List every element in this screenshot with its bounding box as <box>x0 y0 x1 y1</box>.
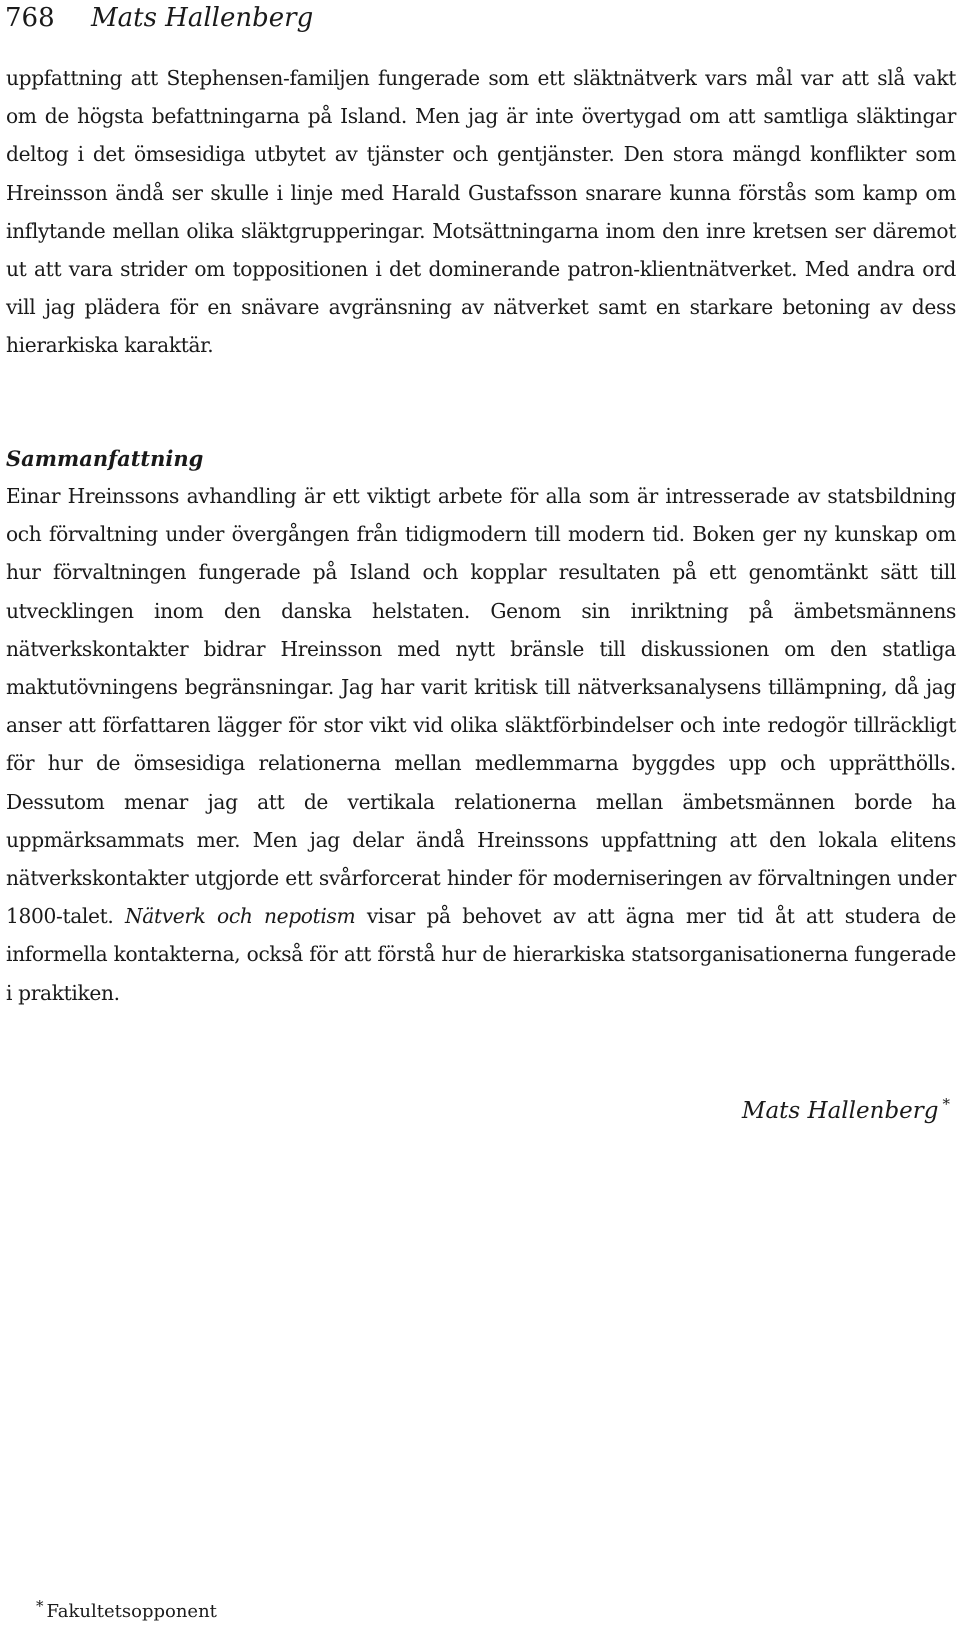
page-header <box>5 2 313 34</box>
summary-text-start: Einar Hreinssons avhandling är ett viktigt arbete för alla som är intresserade av statsbildning och förvaltning under övergången från tidigmodern till modern tid. Boken ger ny kunskap om hur förvaltningen fungerade på Island och kopplar resultaten på ett genomtänkt sätt till utvecklingen inom den danska helstaten. Genom sin inriktning på ämbetsmännens nätverkskontakter bidrar Hreinsson med nytt bränsle till diskussionen om den statliga maktutövningens begränsningar. Jag har varit kritisk till nätverksanalysens tillämpning, då jag anser att författaren lägger för stor vikt vid olika släktförbindelser och inte redogör tillräckligt för hur de ömsesidiga relationerna mellan medlemmarna byggdes upp och upprätthölls. Dessutom menar jag att de vertikala relationerna mellan ämbetsmännen borde ha uppmärksammats mer. Men jag delar ändå Hreinssons uppfattning att den lokala elitens nätverkskontakter utgjorde ett svårforcerat hinder för moderniseringen av förvaltningen under 1800-talet. <box>6 484 956 929</box>
summary-paragraph <box>6 477 956 1012</box>
paragraph-continued: uppfattning att Stephensen-familjen fungerade som ett släktnätverk vars mål var att slå vakt om de högsta befattningarna på Island. Men jag är inte övertygad om att samtliga släktingar deltog i det ömsesidiga utbytet av tjänster och gentjänster. Den stora mängd konflikter som Hreinsson ändå ser skulle i linje med Harald Gustafsson snarare kunna förstås som kamp om inflytande mellan olika släktgrupperingar. Motsättningarna inom den inre kretsen ser däremot ut att vara strider om toppositionen i det dominerande patron-klientnätverket. Med andra ord vill jag plädera för en snävare avgränsning av nätverket samt en starkare betoning av dess hierarkiska karaktär. <box>6 66 956 358</box>
footnote-text: Fakultetsopponent <box>46 1601 217 1622</box>
footnote <box>36 1597 217 1624</box>
signature-name: Mats Hallenberg <box>741 1098 939 1124</box>
page-number: 768 <box>5 3 55 33</box>
running-head: Mats Hallenberg <box>91 3 314 33</box>
section-heading: Sammanfattning <box>6 446 204 471</box>
footnote-marker: * <box>36 1597 44 1615</box>
author-signature <box>742 1094 950 1128</box>
summary-text-end: visar på behovet av att ägna mer tid åt att studera de informella kontakterna, också för att förstå hur de hierarkiska statsorganisationerna fungerade i praktiken. <box>6 904 956 1005</box>
signature-footnote-marker: * <box>942 1095 950 1113</box>
book-title: Nätverk och nepotism <box>124 904 356 929</box>
